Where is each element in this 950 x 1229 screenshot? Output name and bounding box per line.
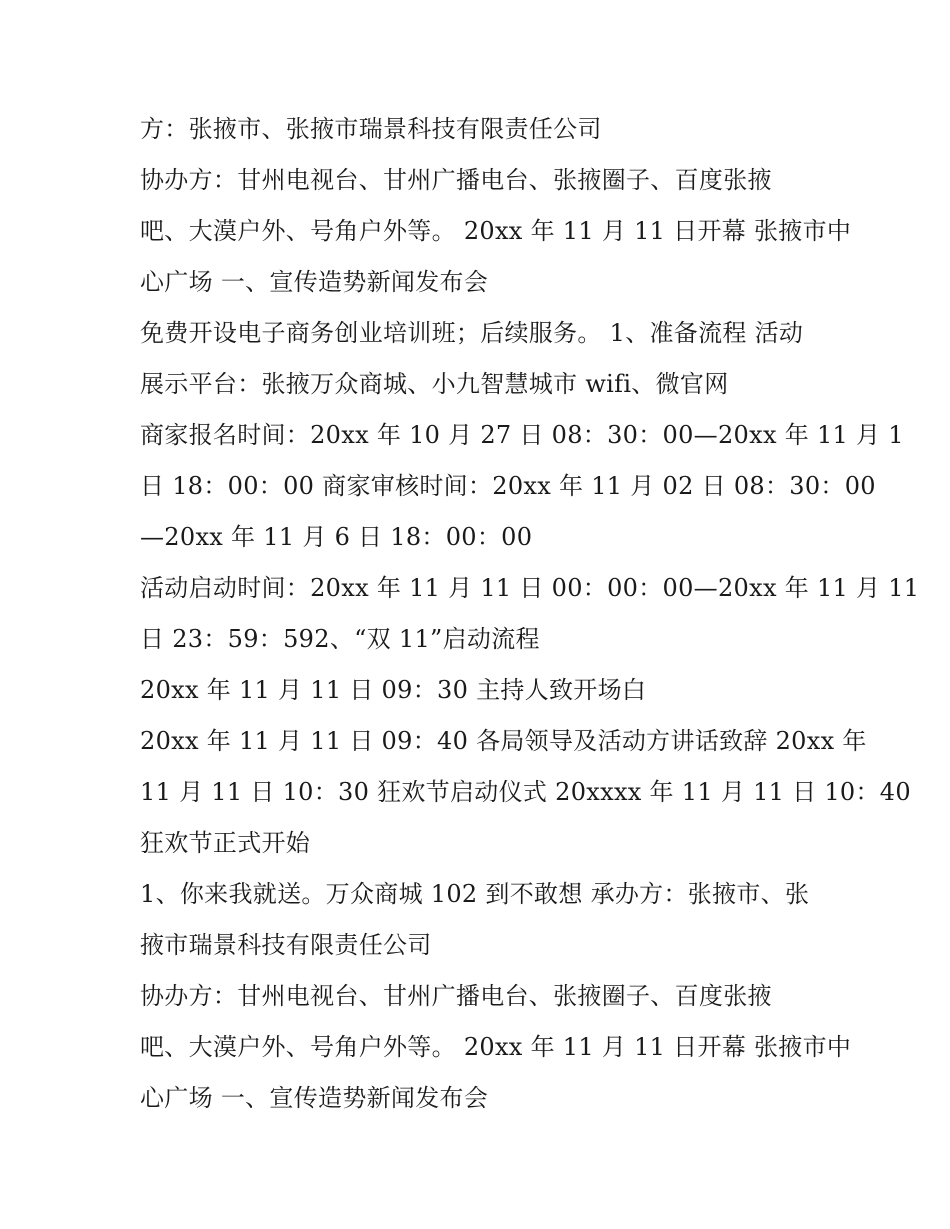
text-line: 吧、大漠户外、号角户外等。 20xx 年 11 月 11 日开幕 张掖市中 xyxy=(140,1033,852,1061)
text-line: 1、你来我就送。万众商城 102 到不敢想 承办方：张掖市、张 xyxy=(140,880,810,908)
text-line: 展示平台：张掖万众商城、小九智慧城市 wifi、微官网 xyxy=(140,370,729,398)
text-line: 日 18：00：00 商家审核时间：20xx 年 11 月 02 日 08：30：00 xyxy=(140,472,876,500)
document-body xyxy=(140,104,920,1124)
text-line: 20xx 年 11 月 11 日 09：40 各局领导及活动方讲话致辞 20xx 年 xyxy=(140,727,867,755)
text-line: 商家报名时间：20xx 年 10 月 27 日 08：30：00—20xx 年 11 月 1 xyxy=(140,421,904,449)
text-line: 日 23：59：592、“双 11”启动流程 xyxy=(140,625,540,653)
text-line: 20xx 年 11 月 11 日 09：30 主持人致开场白 xyxy=(140,676,647,704)
text-line: 心广场 一、宣传造势新闻发布会 xyxy=(140,1084,489,1112)
text-line: 免费开设电子商务创业培训班；后续服务。 1、准备流程 活动 xyxy=(140,319,804,347)
text-line: —20xx 年 11 月 6 日 18：00：00 xyxy=(140,523,533,551)
text-line: 掖市瑞景科技有限责任公司 xyxy=(140,931,432,959)
text-line: 方：张掖市、张掖市瑞景科技有限责任公司 xyxy=(140,115,602,143)
text-line: 吧、大漠户外、号角户外等。 20xx 年 11 月 11 日开幕 张掖市中 xyxy=(140,217,852,245)
text-line: 协办方：甘州电视台、甘州广播电台、张掖圈子、百度张掖 xyxy=(140,982,772,1010)
text-line: 11 月 11 日 10：30 狂欢节启动仪式 20xxxx 年 11 月 11 日 10：40 xyxy=(140,778,911,806)
text-line: 狂欢节正式开始 xyxy=(140,829,311,857)
text-line: 活动启动时间：20xx 年 11 月 11 日 00：00：00—20xx 年 11 月 11 xyxy=(140,574,920,602)
text-line: 心广场 一、宣传造势新闻发布会 xyxy=(140,268,489,296)
text-line: 协办方：甘州电视台、甘州广播电台、张掖圈子、百度张掖 xyxy=(140,166,772,194)
